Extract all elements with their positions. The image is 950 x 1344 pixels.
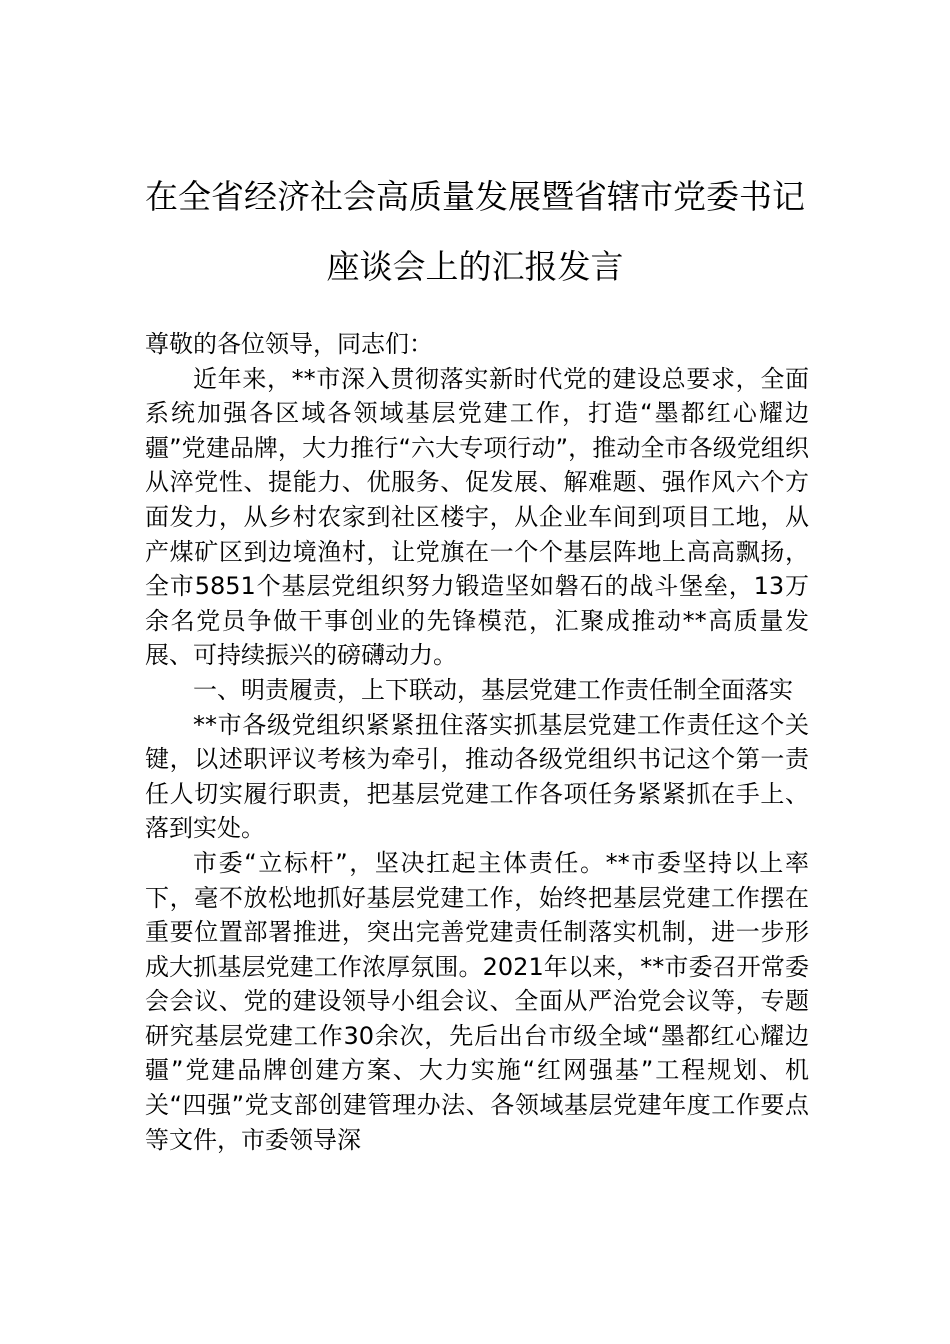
paragraph-municipal-committee: 市委“立标杆”，坚决扛起主体责任。**市委坚持以上率下，毫不放松地抓好基层党建工作，始终把基层党建工作摆在重要位置部署推进，突出完善党建责任制落实机制，进一步形成大抓基层党建工作浓厚氛围。2021年以来，**市委召开常委会会议、党的建设领导小组会议、全面从严治党会议等，专题研究基层党建工作30余次，先后出台市级全域“墨都红心耀边疆”党建品牌创建方案、大力实施“红网强基”工程规划、机关“四强”党支部创建管理办法、各领域基层党建年度工作要点等文件，市委领导深: [145, 848, 809, 1154]
paragraph-intro: 近年来，**市深入贯彻落实新时代党的建设总要求，全面系统加强各区域各领域基层党建工作，打造“墨都红心耀边疆”党建品牌，大力推行“六大专项行动”，推动全市各级党组织从淬党性、提能力、优服务、促发展、解难题、强作风六个方面发力，从乡村农家到社区楼宇，从企业车间到项目工地，从产煤矿区到边境渔村，让党旗在一个个基层阵地上高高飘扬，全市5851个基层党组织努力锻造坚如磐石的战斗堡垒，13万余名党员争做干事创业的先锋模范，汇聚成推动**高质量发展、可持续振兴的磅礴动力。: [145, 364, 809, 670]
salutation: 尊敬的各位领导，同志们：: [145, 330, 433, 358]
paragraph-responsibility: **市各级党组织紧紧扭住落实抓基层党建工作责任这个关键，以述职评议考核为牵引，推动各级党组织书记这个第一责任人切实履行职责，把基层党建工作各项任务紧紧抓在手上、落到实处。: [145, 710, 809, 843]
section-heading-1: 一、明责履责，上下联动，基层党建工作责任制全面落实: [193, 675, 793, 704]
document-body: [145, 327, 809, 1157]
document-title: 在全省经济社会高质量发展暨省辖市党委书记座谈会上的汇报发言: [145, 177, 805, 286]
